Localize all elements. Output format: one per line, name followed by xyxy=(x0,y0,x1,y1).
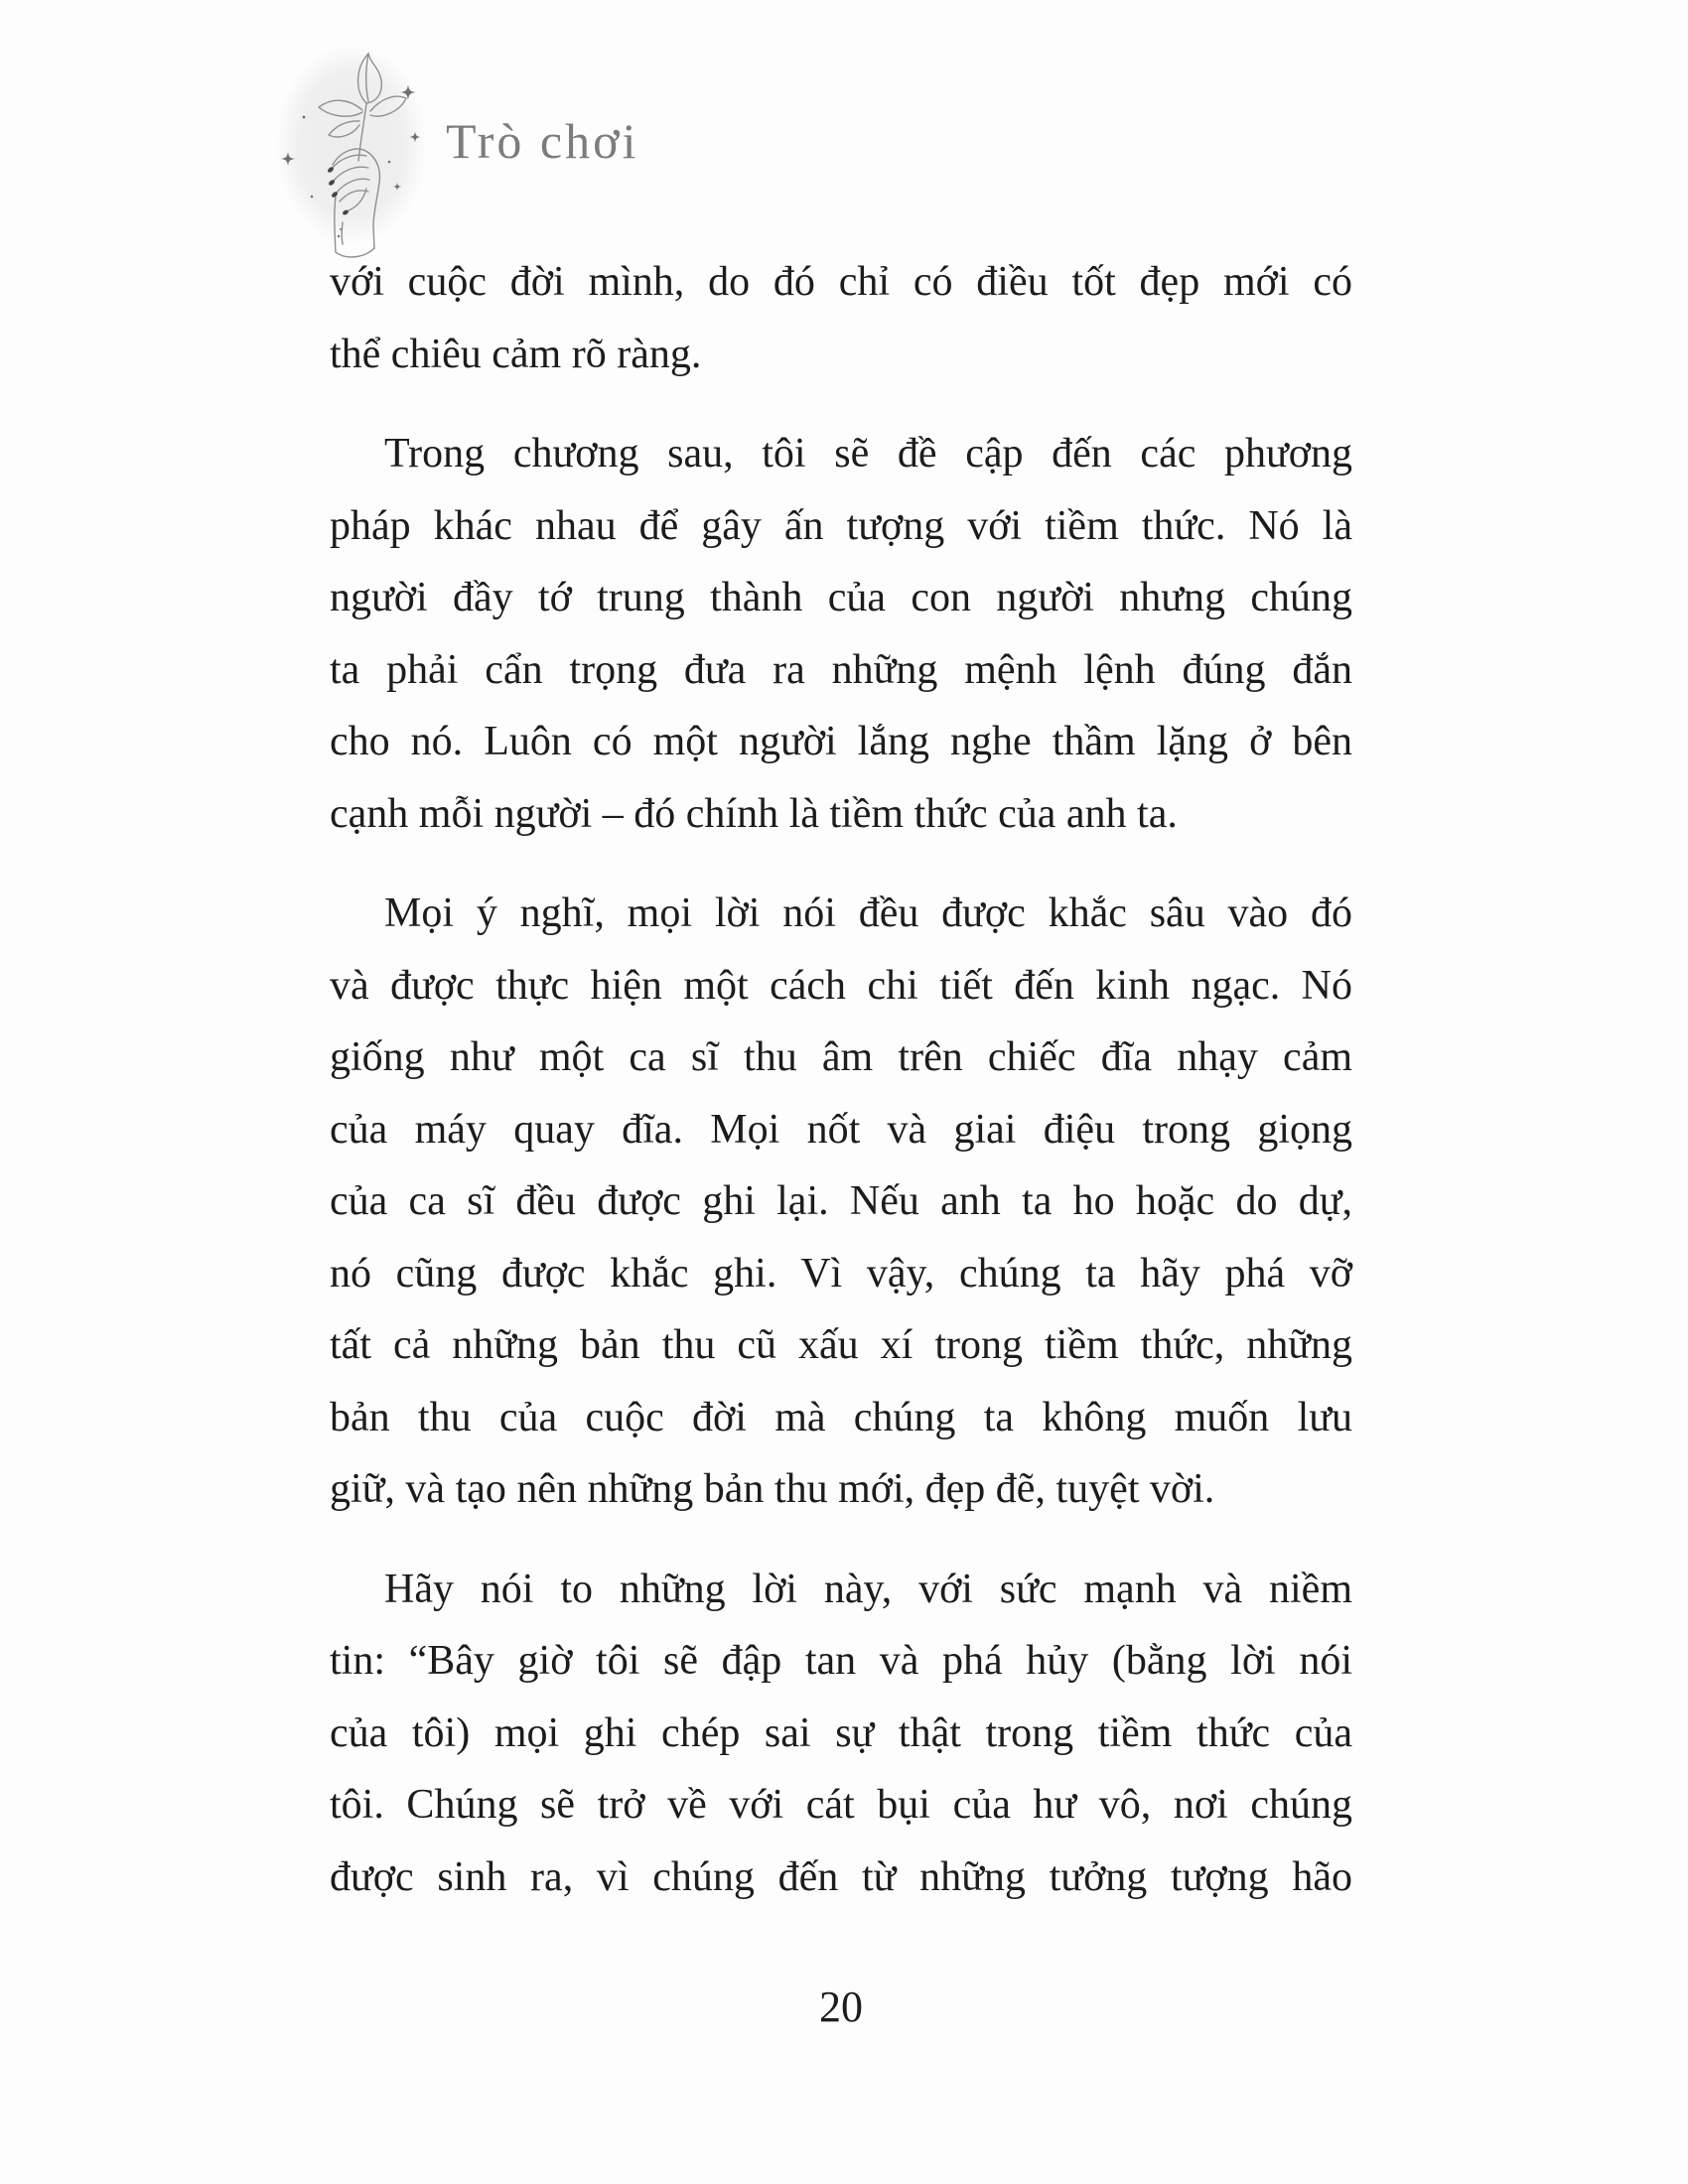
text-line: pháp khác nhau để gây ấn tượng với tiềm thức. Nó là xyxy=(330,502,1352,549)
text-line: tất cả những bản thu cũ xấu xí trong tiềm thức, những xyxy=(330,1322,1352,1368)
chapter-title: Trò chơi xyxy=(446,113,639,169)
text-line: của máy quay đĩa. Mọi nốt và giai điệu trong giọng xyxy=(330,1106,1352,1153)
body-text xyxy=(330,246,1352,1913)
text-line: tôi. Chúng sẽ trở về với cát bụi của hư vô, nơi chúng xyxy=(330,1782,1352,1828)
text-line: Mọi ý nghĩ, mọi lời nói đều được khắc sâu vào đó xyxy=(384,890,1352,936)
text-line: nó cũng được khắc ghi. Vì vậy, chúng ta hãy phá vỡ xyxy=(330,1250,1352,1297)
text-line: của tôi) mọi ghi chép sai sự thật trong tiềm thức của xyxy=(330,1709,1352,1756)
text-line: cạnh mỗi người – đó chính là tiềm thức của anh ta. xyxy=(330,790,1178,837)
text-line: Trong chương sau, tôi sẽ đề cập đến các phương xyxy=(384,431,1352,477)
text-line: thể chiêu cảm rõ ràng. xyxy=(330,331,702,377)
text-line: người đầy tớ trung thành của con người nhưng chúng xyxy=(330,575,1352,620)
text-line: bản thu của cuộc đời mà chúng ta không muốn lưu xyxy=(330,1394,1352,1440)
text-line: và được thực hiện một cách chi tiết đến kinh ngạc. Nó xyxy=(330,962,1352,1009)
paragraph xyxy=(330,418,1352,850)
knuckle-line xyxy=(342,222,343,244)
paragraph xyxy=(330,1554,1352,1914)
text-line: cho nó. Luôn có một người lắng nghe thầm lặng ở bên xyxy=(330,719,1352,764)
text-line: giống như một ca sĩ thu âm trên chiếc đĩa nhạy cảm xyxy=(330,1034,1352,1080)
text-line: tin: “Bây giờ tôi sẽ đập tan và phá hủy (bằng lời nói xyxy=(330,1638,1352,1684)
paragraph xyxy=(330,878,1352,1526)
paragraph xyxy=(330,246,1352,390)
text-line: được sinh ra, vì chúng đến từ những tưởng tượng hão xyxy=(330,1853,1352,1900)
text-line: với cuộc đời mình, do đó chỉ có điều tốt đẹp mới có xyxy=(330,259,1352,305)
text-line: giữ, và tạo nên những bản thu mới, đẹp đẽ, tuyệt vời. xyxy=(330,1466,1215,1512)
watercolor-blob xyxy=(276,44,427,246)
text-line: ta phải cẩn trọng đưa ra những mệnh lệnh đúng đắn xyxy=(330,646,1352,693)
text-line: Hãy nói to những lời này, với sức mạnh và niềm xyxy=(384,1566,1352,1612)
page-number: 20 xyxy=(819,1982,863,2031)
text-line: của ca sĩ đều được ghi lại. Nếu anh ta ho hoặc do dự, xyxy=(330,1178,1352,1224)
hand-holding-flower-illustration xyxy=(270,38,437,264)
